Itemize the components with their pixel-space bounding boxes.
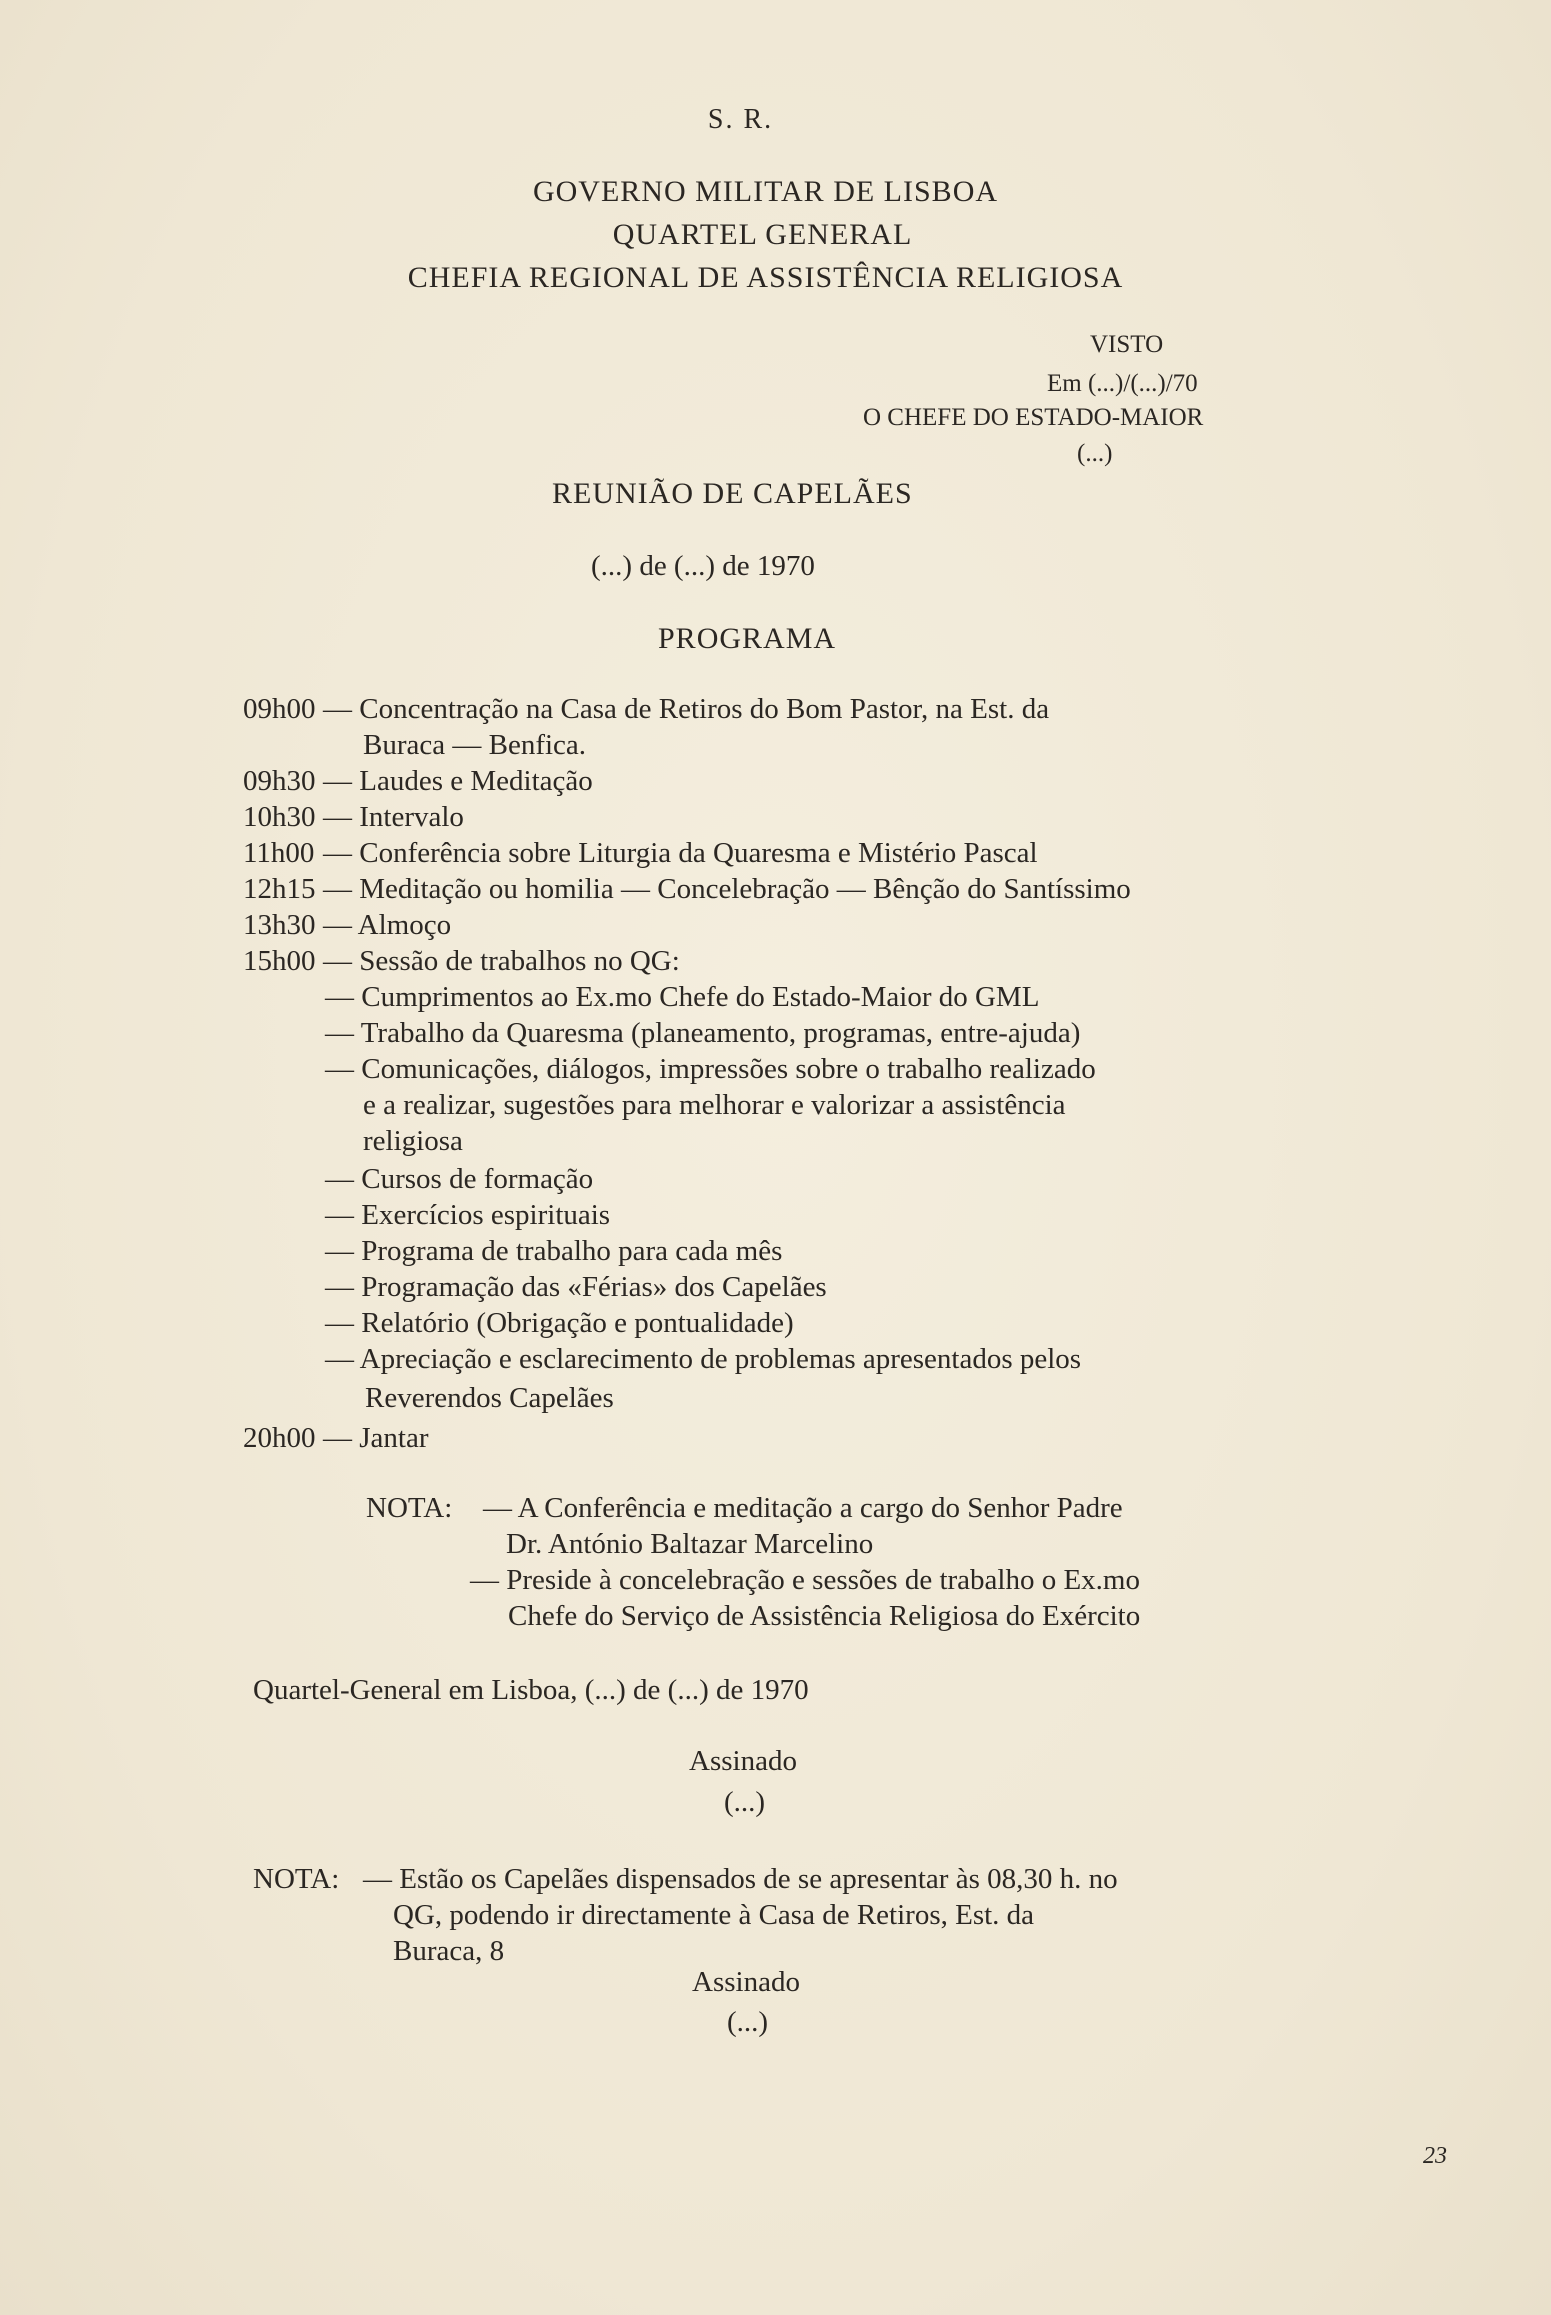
schedule-time: 20h00 [243, 1422, 316, 1454]
session-item: — Programação das «Férias» dos Capelães [325, 1271, 827, 1303]
place-date: Quartel-General em Lisboa, (...) de (...) de 1970 [253, 1674, 809, 1706]
session-item: — Programa de trabalho para cada mês [325, 1235, 783, 1267]
signed-label: Assinado [692, 1966, 800, 1998]
meeting-date: (...) de (...) de 1970 [591, 550, 815, 582]
visto-label: VISTO [1090, 331, 1164, 358]
session-item: — Apreciação e esclarecimento de problemas apresentados pelos [325, 1343, 1082, 1375]
schedule-text: — Sessão de trabalhos no QG: [323, 945, 680, 977]
visto-chief: O CHEFE DO ESTADO-MAIOR [863, 404, 1204, 431]
visto-sign: (...) [1077, 440, 1113, 467]
nota-line: — Preside à concelebração e sessões de trabalho o Ex.mo [470, 1564, 1140, 1596]
schedule-row-dinner [243, 1422, 1243, 1455]
nota2-line: QG, podendo ir directamente à Casa de Retiros, Est. da [393, 1899, 1035, 1931]
schedule-time: 10h30 [243, 801, 316, 833]
schedule-row [243, 909, 1243, 942]
signed-sign: (...) [724, 1786, 766, 1818]
page-number: 23 [1423, 2143, 1447, 2169]
nota-line: Dr. António Baltazar Marcelino [506, 1528, 874, 1560]
schedule-row [243, 693, 1243, 726]
schedule-time: 11h00 [243, 837, 315, 869]
header-governo: GOVERNO MILITAR DE LISBOA [532, 175, 999, 208]
signed-label: Assinado [689, 1745, 797, 1777]
schedule-text: — Concentração na Casa de Retiros do Bom Pastor, na Est. da [323, 693, 1050, 725]
schedule-row [243, 945, 1243, 978]
session-item-continuation: Reverendos Capelães [365, 1382, 614, 1414]
schedule-text: — Intervalo [323, 801, 464, 833]
nota2-line: — Estão os Capelães dispensados de se apresentar às 08,30 h. no [363, 1863, 1118, 1895]
schedule-row [243, 873, 1243, 906]
nota-line: Chefe do Serviço de Assistência Religiosa do Exército [508, 1600, 1141, 1632]
program-title: PROGRAMA [658, 622, 837, 655]
schedule-text: — Almoço [323, 909, 452, 941]
session-item: — Relatório (Obrigação e pontualidade) [325, 1307, 794, 1339]
schedule-continuation: Buraca — Benfica. [363, 729, 587, 761]
schedule-row [243, 765, 1243, 798]
header-sr: S. R. [707, 104, 774, 135]
session-item-continuation: religiosa [363, 1125, 463, 1157]
header-chefia: CHEFIA REGIONAL DE ASSISTÊNCIA RELIGIOSA [407, 261, 1124, 294]
schedule-text: — Meditação ou homilia — Concelebração — Bênção do Santíssimo [323, 873, 1131, 905]
schedule-time: 15h00 [243, 945, 316, 977]
nota2-label: NOTA: [253, 1863, 340, 1895]
session-item: — Comunicações, diálogos, impressões sobre o trabalho realizado [325, 1053, 1096, 1085]
session-item: — Cumprimentos ao Ex.mo Chefe do Estado-Maior do GML [325, 981, 1040, 1013]
schedule-text: — Conferência sobre Liturgia da Quaresma e Mistério Pascal [323, 837, 1038, 869]
schedule-time: 13h30 [243, 909, 316, 941]
header-quartel: QUARTEL GENERAL [612, 218, 913, 251]
meeting-title: REUNIÃO DE CAPELÃES [552, 477, 913, 510]
schedule-time: 09h00 [243, 693, 316, 725]
session-item: — Exercícios espirituais [325, 1199, 611, 1231]
schedule-text: — Laudes e Meditação [323, 765, 593, 797]
session-item: — Cursos de formação [325, 1163, 594, 1195]
schedule-time: 12h15 [243, 873, 316, 905]
visto-date: Em (...)/(...)/70 [1047, 370, 1198, 397]
nota-label: NOTA: [366, 1492, 453, 1524]
schedule-row [243, 837, 1243, 870]
nota-line: — A Conferência e meditação a cargo do Senhor Padre [483, 1492, 1123, 1524]
schedule-time: 09h30 [243, 765, 316, 797]
nota2-line: Buraca, 8 [393, 1935, 505, 1967]
schedule-text: — Jantar [323, 1422, 429, 1454]
signed-sign: (...) [727, 2006, 769, 2038]
session-item-continuation: e a realizar, sugestões para melhorar e valorizar a assistência [363, 1089, 1066, 1121]
schedule-row [243, 801, 1243, 834]
session-item: — Trabalho da Quaresma (planeamento, programas, entre-ajuda) [325, 1017, 1081, 1049]
